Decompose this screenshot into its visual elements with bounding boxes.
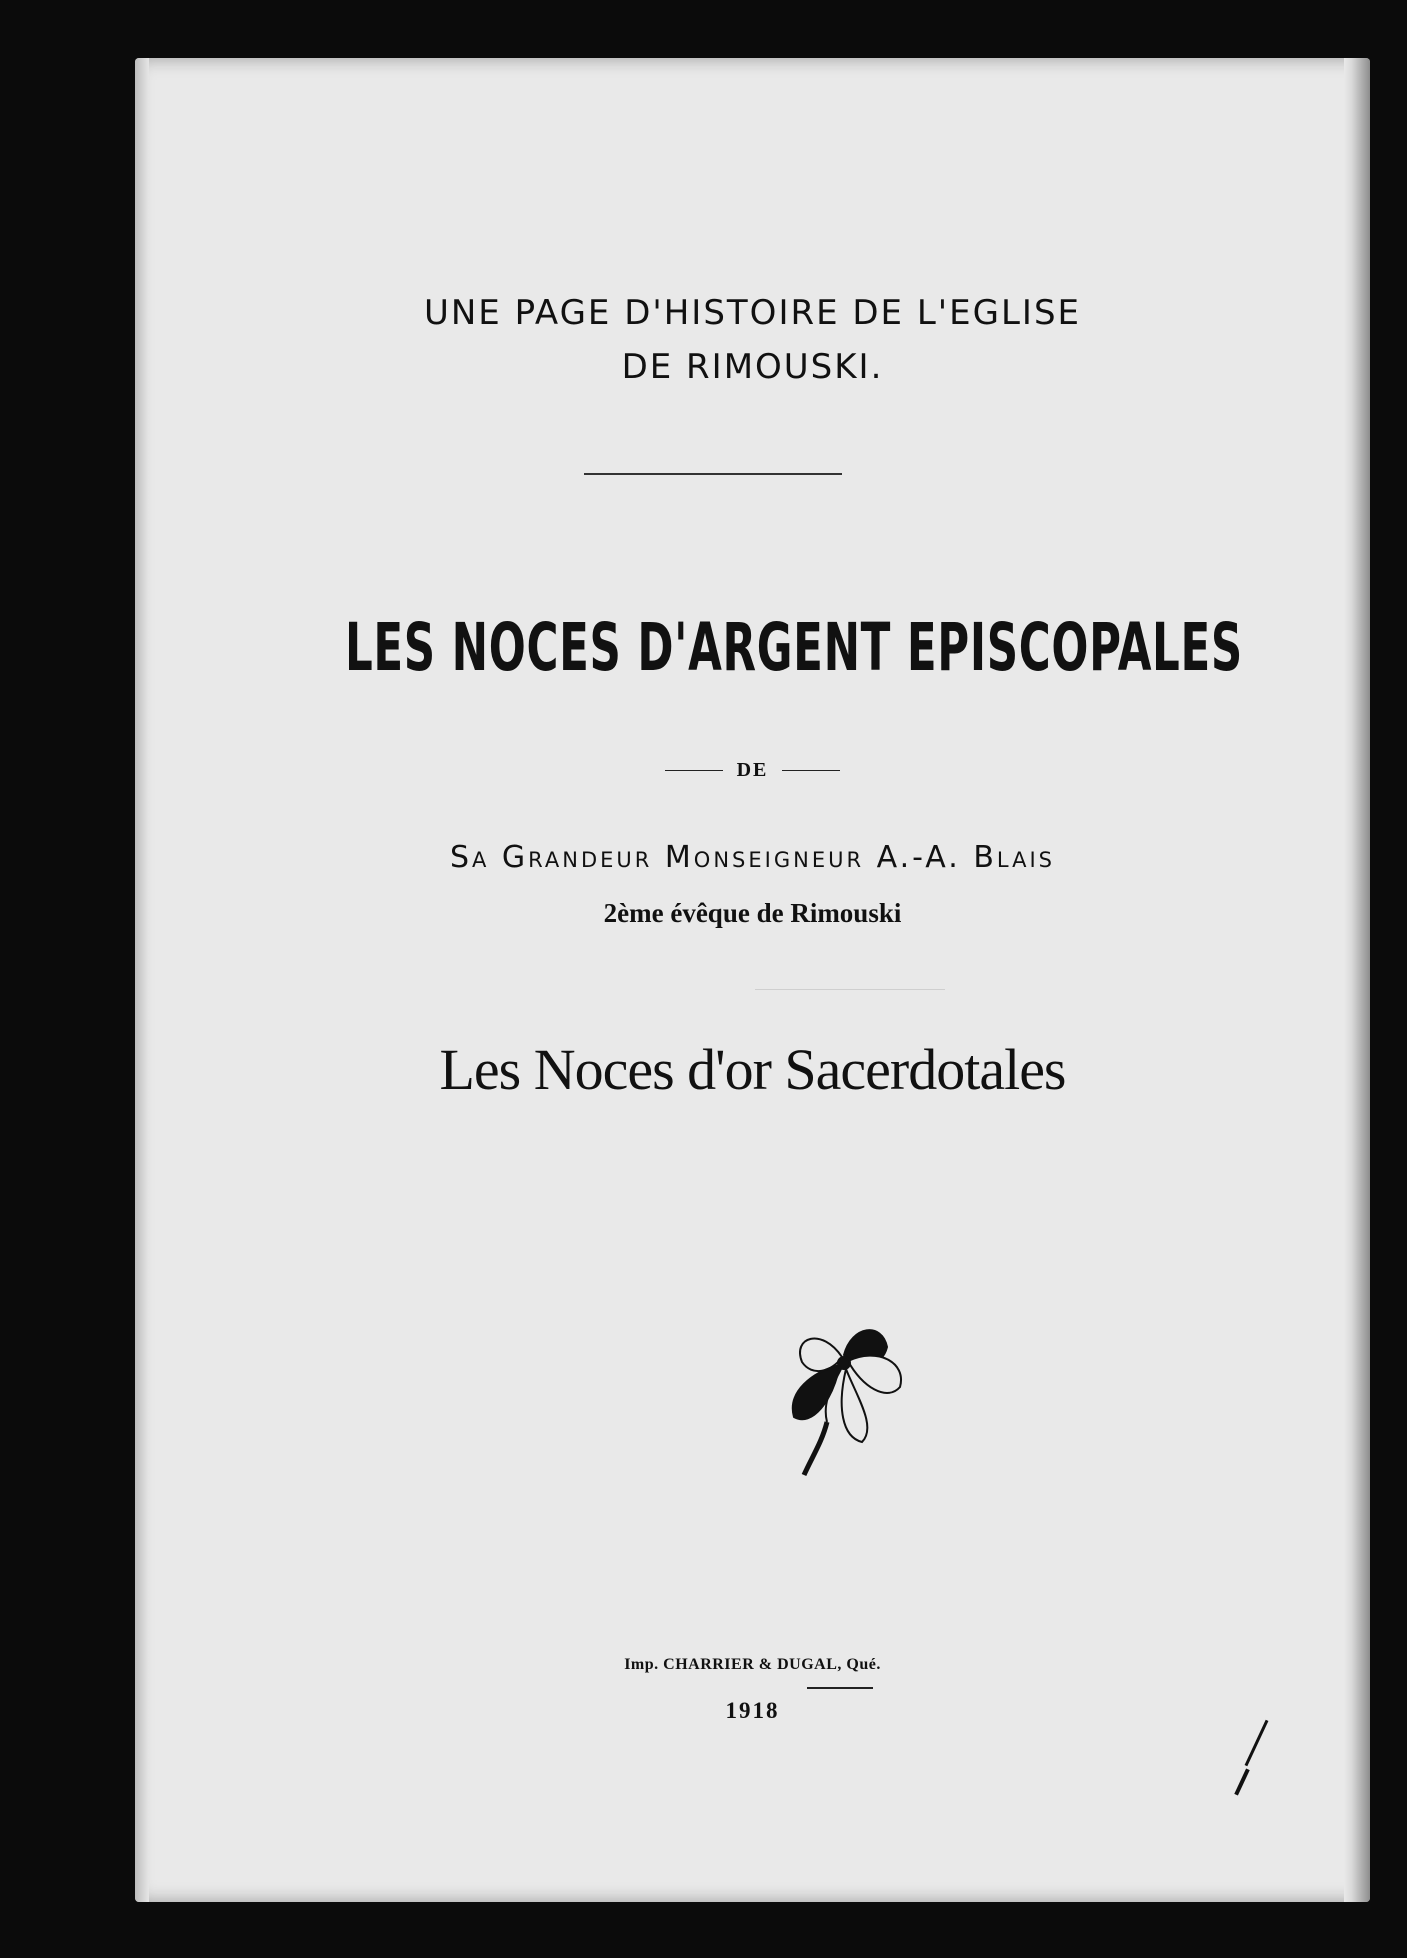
book-cover [135, 58, 1370, 1902]
series-title-line-1: UNE PAGE D'HISTOIRE DE L'EGLISE [423, 293, 1082, 333]
main-title: LES NOCES D'ARGENT EPISCOPALES [344, 609, 1243, 686]
connector-line [135, 759, 1370, 782]
second-title: Les Noces d'or Sacerdotales [439, 1037, 1066, 1102]
connector-text: DE [736, 759, 769, 781]
bishop-name: Sa Grandeur Monseigneur A.-A. Blais [449, 840, 1056, 875]
printer-rule [807, 1687, 873, 1689]
bishop-rank: 2ème évêque de Rimouski [603, 898, 902, 928]
lily-flower-icon [782, 1317, 912, 1477]
faint-divider [755, 989, 945, 990]
printer-line: Imp. CHARRIER & DUGAL, Qué. [624, 1656, 881, 1673]
publication-year: 1918 [725, 1698, 780, 1723]
scratch-mark [1245, 1720, 1269, 1767]
divider-rule [584, 473, 842, 475]
connector-dash-left [665, 770, 723, 771]
scratch-mark [1234, 1768, 1249, 1795]
series-title [135, 286, 1370, 394]
connector-dash-right [782, 770, 840, 771]
series-title-line-2: DE RIMOUSKI. [621, 347, 884, 387]
